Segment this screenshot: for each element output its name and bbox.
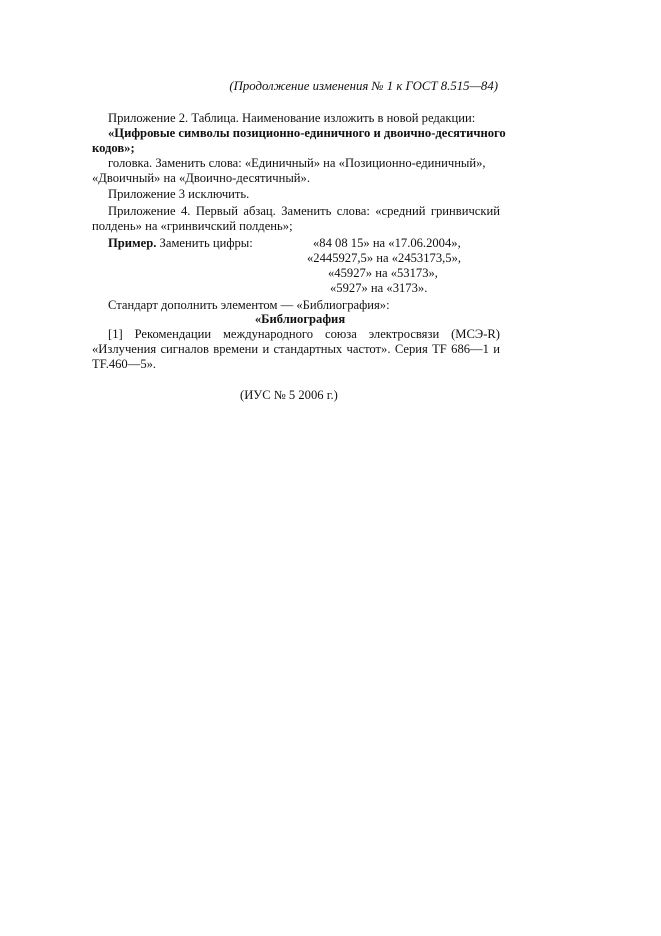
continuation-note: (Продолжение изменения № 1 к ГОСТ 8.515—84) [229,79,498,93]
paragraph-appendix-2: Приложение 2. Таблица. Наименование изложить в новой редакции: [108,111,476,125]
replacement-4: «5927» на «3173». [330,281,428,295]
paragraph-bibliography-intro: Стандарт дополнить элементом — «Библиография»: [108,298,390,312]
source-note: (ИУС № 5 2006 г.) [240,388,338,402]
paragraph-heading-line-2: «Двоичный» на «Двоично-десятичный». [92,171,310,185]
table-title-line-2: кодов»; [92,141,135,155]
example-label-line [108,236,253,251]
bibliography-heading: «Библиография [254,312,346,326]
bibliography-entry-line-1: [1] Рекомендации международного союза электросвязи (МСЭ-R) [108,327,500,341]
replacement-3: «45927» на «53173», [328,266,438,280]
replacement-2: «2445927,5» на «2453173,5», [307,251,462,265]
replacement-1: «84 08 15» на «17.06.2004», [313,236,461,250]
bibliography-entry-line-3: TF.460—5». [92,357,157,371]
paragraph-heading-line-1: головка. Заменить слова: «Единичный» на «Позиционно-единичный», [108,156,486,170]
paragraph-appendix-4-line-1: Приложение 4. Первый абзац. Заменить слова: «средний гринвичский [108,204,500,218]
table-title-line-1: «Цифровые символы позиционно-единичного и двоично-десятичного [108,126,506,140]
paragraph-appendix-4-line-2: полдень» на «гринвичский полдень»; [92,219,293,233]
example-text: Заменить цифры: [156,236,253,250]
example-label: Пример. [108,236,157,250]
bibliography-entry-line-2: «Излучения сигналов времени и стандартных частот». Серия TF 686—1 и [92,342,500,356]
paragraph-appendix-3: Приложение 3 исключить. [108,187,250,201]
